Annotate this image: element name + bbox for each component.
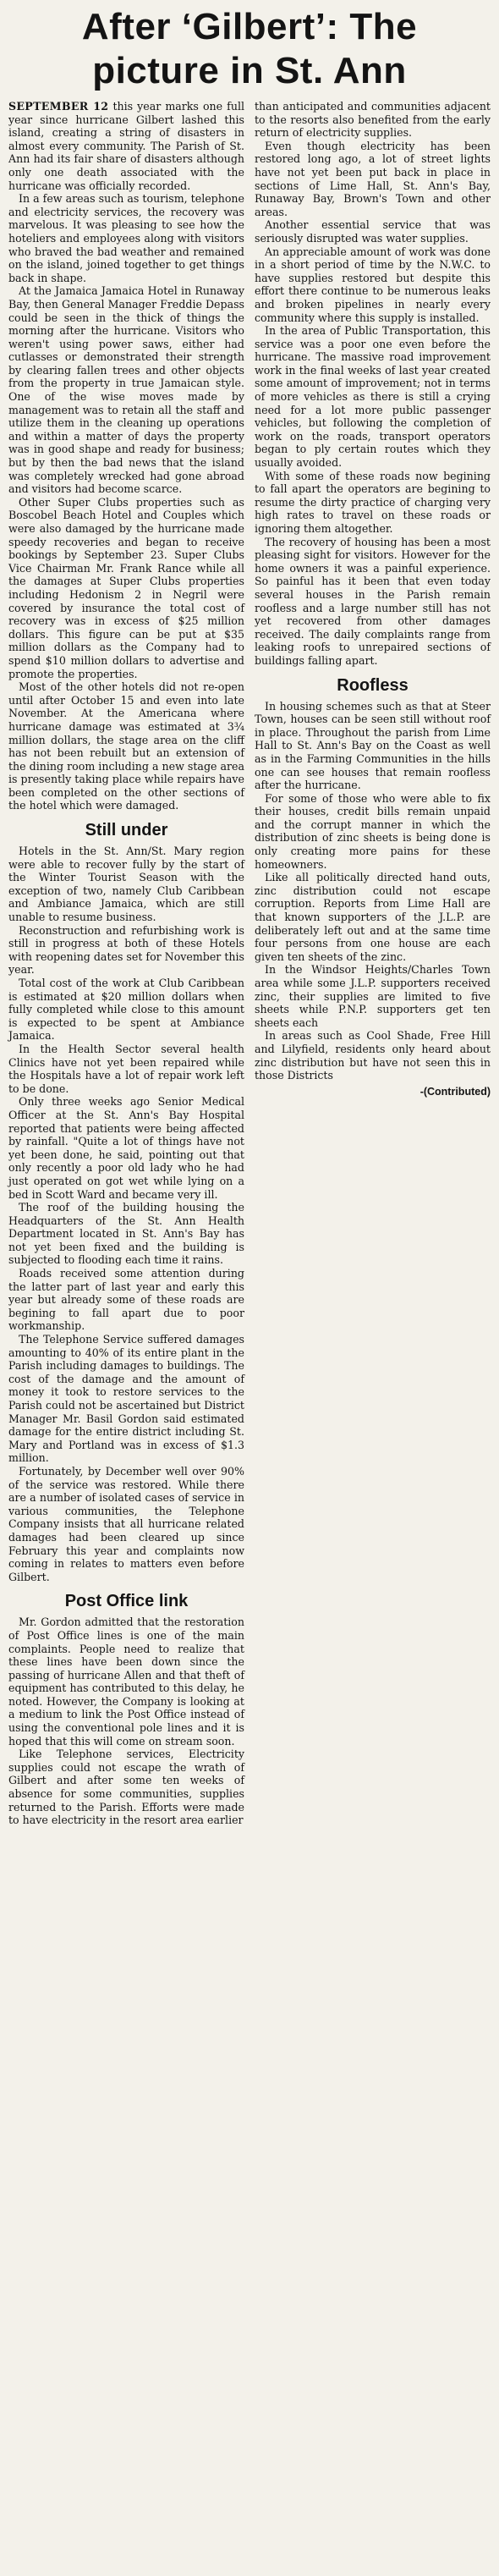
- paragraph: In housing schemes such as that at Steer Town, houses can be seen still without roof in place. Throughout the parish from Lime Hall to St. Ann's Bay on the Coast as well as in the Farming Communities in the hills one can see houses that remain roofless after the hurricane.: [255, 699, 491, 792]
- paragraph: In the area of Public Transportation, this service was a poor one even before the hurricane. The massive road improvement work in the final weeks of last year created some amount of improvement; not in terms of more vehicles as there is still a crying need for a lot more public passenger vehicles, but following the completion of work on the roads, transport operators began to ply certain routes which they usually avoided.: [255, 324, 491, 470]
- paragraph: The Telephone Service suffered damages amounting to 40% of its entire plant in the Parish including damages to buildings. The cost of the damage and the amount of money it took to restore services to the Parish could not be ascertained but District Manager Mr. Basil Gordon said estimated damage for the entire district including St. Mary and Portland was in excess of $1.3 million.: [8, 1333, 244, 1465]
- paragraph: Reconstruction and refurbishing work is still in progress at both of these Hotels with reopening dates set for November this year.: [8, 923, 244, 977]
- paragraph: [8, 100, 244, 192]
- paragraph: than anticipated and communities adjacent to the resorts also benefited from the early return of electricity supplies.: [255, 100, 491, 140]
- paragraph: Most of the other hotels did not re-open until after October 15 and even into late November. At the Americana where hurricane damage was estimated at 3¾ million dollars, the stage area on the cliff has not been rebuilt but an extension of the dining room including a new stage area is presently taking place while repairs have been completed on the other sections of the hotel which were damaged.: [8, 680, 244, 812]
- contributed-credit: -(Contributed): [419, 1085, 491, 1098]
- paragraph: The recovery of housing has been a most pleasing sight for visitors. However for the home owners it was a painful experience. So painful has it been that even today several houses in the Parish remain roofless and a large number still has not yet recovered from other damages received. The daily complaints range from leaking roofs to unrepaired sections of buildings falling apart.: [255, 535, 491, 667]
- paragraph-text: this year marks one full year since hurricane Gilbert lashed this island, creating a string of disasters in almost every community. The Parish of St. Ann had its fair share of disasters although only one death associated with the hurricane was officially recorded.: [8, 100, 244, 192]
- left-column: [8, 100, 244, 1827]
- paragraph: Hotels in the St. Ann/St. Mary region were able to recover fully by the start of the Winter Tourist Season with the exception of two, namely Club Caribbean and Ambiance Jamaica, which are still unable to resume business.: [8, 845, 244, 924]
- headline: [8, 5, 491, 93]
- subheading-post-office-link: Post Office link: [64, 1592, 189, 1611]
- paragraph: In areas such as Cool Shade, Free Hill and Lilyfield, residents only heard about zinc distribution but have not seen this in those Districts: [255, 1029, 491, 1082]
- paragraph: Like all politically directed hand outs, zinc distribution could not escape corruption. Reports from Lime Hall are that known supporters of the J.L.P. are deliberately left out and at the same time four persons from one house are each given ten sheets of the zinc.: [255, 871, 491, 963]
- paragraph: The roof of the building housing the Headquarters of the St. Ann Health Department located in St. Ann's Bay has not yet been fixed and the building is subjected to flooding each time it rains.: [8, 1201, 244, 1267]
- paragraph: With some of these roads now begining to fall apart the operators are begining to resume the dirty practice of charging very high rates to travel on these roads or ignoring them altogether.: [255, 469, 491, 535]
- headline-line-1: After ‘Gilbert’: The: [81, 6, 418, 47]
- paragraph: An appreciable amount of work was done in a short period of time by the N.W.C. to have supplies restored but despite this effort there continue to be numerous leaks and broken pipelines in nearly every community where this supply is installed.: [255, 245, 491, 324]
- paragraph: Like Telephone services, Electricity supplies could not escape the wrath of Gilbert and after some ten weeks of absence for some communities, supplies returned to the Parish. Efforts were made to have electricity in the resort area earlier: [8, 1748, 244, 1827]
- paragraph: In a few areas such as tourism, telephone and electricity services, the recovery was marvelous. It was pleasing to see how the hoteliers and employees along with visitors who braved the bad weather and remained on the island, joined together to get things back in shape.: [8, 192, 244, 284]
- paragraph: Mr. Gordon admitted that the restoration of Post Office lines is one of the main complaints. People need to realize that these lines have been down since the passing of hurricane Allen and that theft of equipment has contributed to this delay, he noted. However, the Company is looking at a medium to link the Post Office instead of using the conventional pole lines and it is hoped that this will come on stream soon.: [8, 1616, 244, 1748]
- lead-words: SEPTEMBER 12: [8, 100, 109, 113]
- headline-line-2: picture in St. Ann: [92, 50, 407, 91]
- subheading-roofless: Roofless: [337, 675, 409, 695]
- paragraph: In the Windsor Heights/Charles Town area while some J.L.P. supporters received zinc, their supplies are limited to five sheets while P.N.P. supporters get ten sheets each: [255, 963, 491, 1029]
- right-column: [255, 100, 491, 1098]
- paragraph: Other Super Clubs properties such as Boscobel Beach Hotel and Couples which were also damaged by the hurricane made speedy recoveries and began to receive bookings by September 23. Super Clubs Vice Chairman Mr. Frank Rance while all the damages at Super Clubs properties including Hedonism 2 in Negril were covered by insurance the total cost of recovery was in excess of $25 million dollars. This figure can be put at $35 million dollars as the Company had to spend $10 million dollars to advertise and promote the properties.: [8, 495, 244, 680]
- paragraph: Even though electricity has been restored long ago, a lot of street lights have not yet been put back in place in sections of Lime Hall, St. Ann's Bay, Runaway Bay, Brown's Town and other areas.: [255, 139, 491, 218]
- subheading-still-under: Still under: [85, 821, 168, 840]
- paragraph: Only three weeks ago Senior Medical Officer at the St. Ann's Bay Hospital reported that patients were being affected by rainfall. "Quite a lot of things have not yet been done, he said, pointing out that only recently a poor old lady who he had just operated on got wet while lying on a bed in Scott Ward and became very ill.: [8, 1095, 244, 1201]
- paragraph: Fortunately, by December well over 90% of the service was restored. While there are a number of isolated cases of service in various communities, the Telephone Company insists that all hurricane related damages had been cleared up since February this year and complaints now coming in relates to matters even before Gilbert.: [8, 1464, 244, 1583]
- article-columns: [8, 100, 491, 1827]
- paragraph: In the Health Sector several health Clinics have not yet been repaired while the Hospitals have a lot of repair work left to be done.: [8, 1042, 244, 1095]
- paragraph: Roads received some attention during the latter part of last year and early this year but already some of these roads are begining to fall apart due to poor workmanship.: [8, 1267, 244, 1333]
- paragraph: Another essential service that was seriously disrupted was water supplies.: [255, 218, 491, 245]
- paragraph: At the Jamaica Jamaica Hotel in Runaway Bay, then General Manager Freddie Depass could be seen in the thick of things the morning after the hurricane. Visitors who weren't using power saws, either had cutlasses or demonstrated their strength by clearing fallen trees and other objects from the property in true Jamaican style. One of the wise moves made by management was to retain all the staff and utilize them in the cleaning up operations and within a matter of days the property was in good shape and ready for business; but by then the bad news that the island was completely wrecked had gone abroad and visitors had become scarce.: [8, 284, 245, 496]
- paragraph: For some of those who were able to fix their houses, credit bills remain unpaid and the corrupt manner in which the distribution of zinc sheets is being done is only creating more pains for these homeowners.: [255, 791, 491, 871]
- paragraph: Total cost of the work at Club Caribbean is estimated at $20 million dollars when fully completed while close to this amount is expected to be spent at Ambiance Jamaica.: [8, 977, 244, 1043]
